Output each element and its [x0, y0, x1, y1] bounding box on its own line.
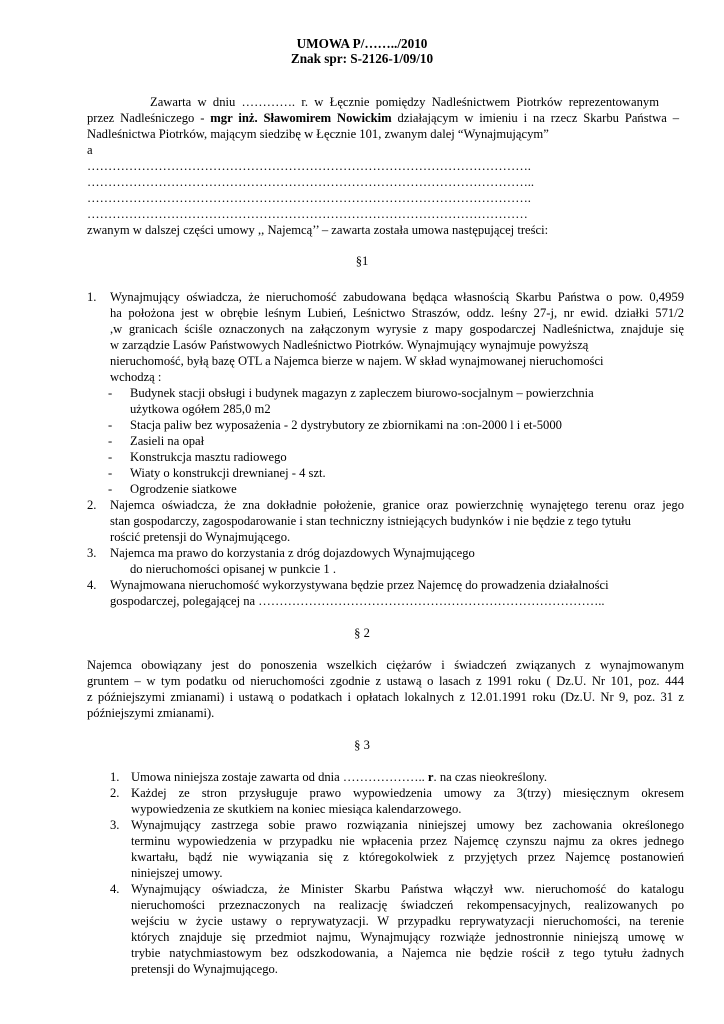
- contract-title: UMOWA P/……../2010: [296, 36, 428, 51]
- property-item: Wiaty o konstrukcji drewnianej - 4 szt.: [130, 466, 326, 480]
- s3-p3-line: kwartału, bądź nie wywiązania się z któregokolwiek z przyjętych przez Najemcę postanowień: [131, 850, 684, 864]
- section-2-heading: § 2: [354, 626, 370, 640]
- intro-on-behalf: działającym w imieniu i na rzecz Skarbu Państwa –: [391, 111, 680, 125]
- s1-p1-line: ha położona jest w obrębie leśnym Lubień, Leśnictwo Straszów, oddz. leśny 27-j, nr ewid. działki 571/2: [110, 306, 684, 320]
- s2-line: gruntem – w tym podatku od nieruchomości zgodnie z ustawą o lasach z 1991 roku ( Dz.U. Nr 101, poz. 444: [87, 674, 684, 688]
- s2-line: późniejszymi zmianami).: [87, 706, 215, 720]
- intro-line-9: zwanym w dalszej części umowy ,, Najemcą’’ – zawarta została umowa następującej treści:: [87, 223, 549, 237]
- s3-p4-line: wejściu w życie ustawy o reprywatyzacji. W przypadku reprywatyzacji nieruchomości, na terenie: [131, 914, 684, 928]
- intro-by: przez Nadleśniczego -: [87, 111, 211, 125]
- s3-p4-line: pretensji do Wynajmującego.: [131, 962, 278, 976]
- s1-p4-number: 4.: [87, 578, 97, 592]
- tenant-blank-4: ……………………………………………………………………………………………: [87, 207, 528, 221]
- tenant-blank-3: …………………………………………………………………………………………….: [87, 191, 531, 205]
- s3-p3-line: Wynajmujący zastrzega sobie prawo rozwiązania niniejszej umowy bez zachowania określonego: [131, 818, 684, 832]
- list-dash: -: [108, 434, 113, 448]
- representative-name: mgr inż. Sławomirem Nowickim: [210, 111, 392, 125]
- tenant-blank-2: ……………………………………………………………………………………………..: [87, 175, 535, 189]
- s3-p1-line: [131, 770, 547, 785]
- section-3-heading: § 3: [354, 738, 370, 752]
- s1-p1-line: Wynajmujący oświadcza, że nieruchomość zabudowana będąca własnością Skarbu Państwa o pow. 0,4959: [110, 290, 684, 304]
- s3-p1-start: Umowa niniejsza zostaje zawarta od dnia ………………..: [131, 770, 428, 784]
- s3-p4-line: nieruchomości przeznaczonych na realizację świadczeń rekompensacyjnych, realizowanych po: [131, 898, 684, 912]
- s1-p2-line: Najemca oświadcza, że zna dokładnie położenie, granice oraz powierzchnię wynajętego terenu oraz jego: [110, 498, 684, 512]
- s3-p2-number: 2.: [110, 786, 120, 800]
- s1-p1-line: ,w granicach ściśle oznaczonych na załączonym wyrysie z mapy gospodarczej Nadleśnictwa, znajduje się: [110, 322, 684, 336]
- s3-p3-line: niniejszej umowy.: [131, 866, 223, 880]
- property-item: Ogrodzenie siatkowe: [130, 482, 237, 496]
- property-item: użytkowa ogółem 285,0 m2: [130, 402, 271, 416]
- s2-line: Najemca obowiązany jest do ponoszenia wszelkich ciężarów i świadczeń związanych z wynajmowanym: [87, 658, 684, 672]
- s1-p2-number: 2.: [87, 498, 97, 512]
- property-item: Budynek stacji obsługi i budynek magazyn z zapleczem biurowo-socjalnym – powierzchnia: [130, 386, 594, 400]
- intro-line-4: a: [87, 143, 93, 157]
- s1-p3-line: Najemca ma prawo do korzystania z dróg dojazdowych Wynajmującego: [110, 546, 475, 560]
- list-dash: -: [108, 418, 113, 432]
- s1-p2-line: stan gospodarczy, zagospodarowanie i stan techniczny istniejących budynków i nie będzie z tego tytułu: [110, 514, 631, 528]
- list-dash: -: [108, 482, 113, 496]
- s3-p4-line: trybie natychmiastowym bez odszkodowania, a Najemca nie będzie rościł z tego tytułu żadnych: [131, 946, 684, 960]
- s1-p2-line: rościć pretensji do Wynajmującego.: [110, 530, 291, 544]
- s1-p4-line: gospodarczej, polegającej na ………………………………………………………………………..: [110, 594, 605, 608]
- s3-p2-line: wypowiedzenia ze skutkiem na koniec miesiąca kalendarzowego.: [131, 802, 462, 816]
- s1-p1-line: w zarządzie Lasów Państwowych Nadleśnictwo Piotrków. Wynajmujący wynajmuje powyższą: [110, 338, 589, 352]
- s3-p4-line: których znajduje się przedmiot najmu, Wynajmujący rozwiąże jednostronnie niniejszą umowę w: [131, 930, 684, 944]
- list-dash: -: [108, 386, 113, 400]
- section-1-heading: §1: [355, 254, 369, 268]
- s3-p4-line: Wynajmujący oświadcza, że Minister Skarbu Państwa włączył ww. nieruchomość do katalogu: [131, 882, 684, 896]
- s3-p2-line: Każdej ze stron przysługuje prawo wypowiedzenia umowy za 3(trzy) miesięcznym okresem: [131, 786, 684, 800]
- s1-p3-line: do nieruchomości opisanej w punkcie 1 .: [130, 562, 337, 576]
- intro-line-2: [87, 111, 679, 126]
- s3-p3-number: 3.: [110, 818, 120, 832]
- s3-p1-number: 1.: [110, 770, 120, 784]
- intro-line-3: Nadleśnictwa Piotrków, mającym siedzibę w Łęcznie 101, zwanym dalej “Wynajmującym”: [87, 127, 549, 141]
- list-dash: -: [108, 450, 113, 464]
- s3-p1-r: r: [427, 770, 434, 784]
- s1-p3-number: 3.: [87, 546, 97, 560]
- s1-p1-line: wchodzą :: [110, 370, 162, 384]
- property-item: Zasieli na opał: [130, 434, 205, 448]
- s1-p1-number: 1.: [87, 290, 97, 304]
- s3-p3-line: terminu wypowiedzenia w przypadku nie wpłacenia przez Najemcę czynszu najmu za okres jednego: [131, 834, 684, 848]
- list-dash: -: [108, 466, 113, 480]
- s1-p1-line: nieruchomość, byłą bazę OTL a Najemca bierze w najem. W skład wynajmowanej nieruchomości: [110, 354, 604, 368]
- property-item: Konstrukcja masztu radiowego: [130, 450, 287, 464]
- s2-line: z późniejszymi zmianami) i ustawą o podatkach i opłatach lokalnych z 12.01.1991 roku (Dz.U. Nr 9, poz. 31 z: [87, 690, 684, 704]
- s1-p4-line: Wynajmowana nieruchomość wykorzystywana będzie przez Najemcę do prowadzenia działalności: [110, 578, 609, 592]
- intro-line-1: Zawarta w dniu …………. r. w Łęcznie pomiędzy Nadleśnictwem Piotrków reprezentowanym: [150, 95, 659, 109]
- property-item: Stacja paliw bez wyposażenia - 2 dystrybutory ze zbiornikami na :on-2000 l i et-5000: [130, 418, 562, 432]
- s3-p1-end: . na czas nieokreślony.: [433, 770, 548, 784]
- case-reference: Znak spr: S-2126-1/09/10: [290, 51, 434, 66]
- tenant-blank-1: …………………………………………………………………………………………….: [87, 159, 531, 173]
- s3-p4-number: 4.: [110, 882, 120, 896]
